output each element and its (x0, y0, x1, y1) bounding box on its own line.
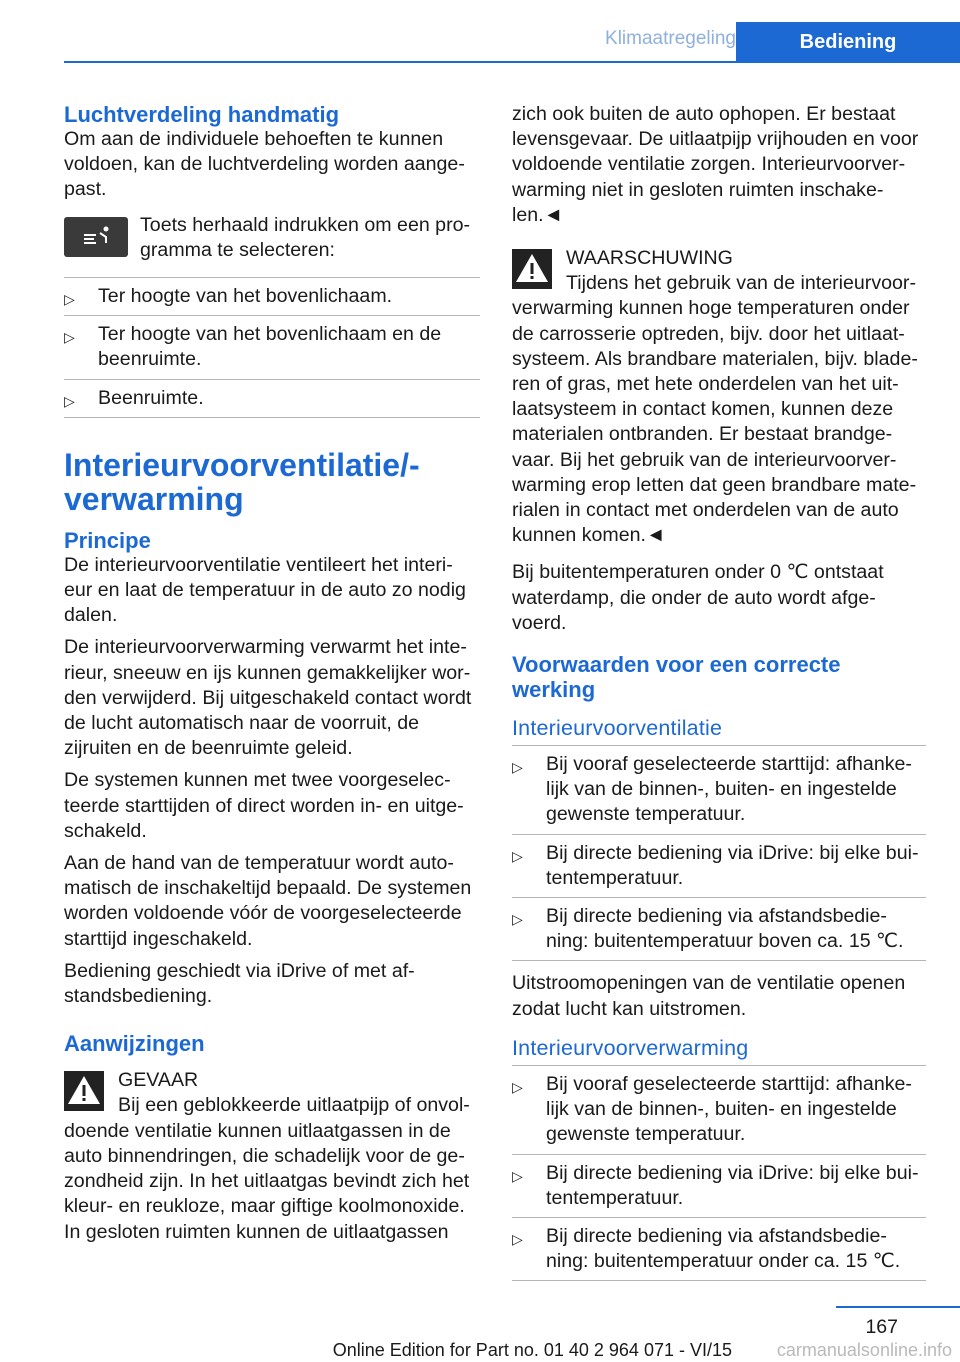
triangle-bullet-icon: ▷ (512, 1078, 523, 1095)
list-item: ▷ Ter hoogte van het bovenlichaam en de beenruimte. (64, 316, 480, 379)
page-number: 167 (865, 1316, 898, 1338)
header-section-tab: Klimaatregeling (605, 28, 736, 49)
paragraph: Bij buitentemperaturen onder 0 ℃ ontstaat waterdamp, die onder de auto wordt afge‐voerd. (512, 561, 884, 634)
air-distribution-list (64, 277, 480, 418)
ventilation-list (512, 745, 926, 961)
triangle-bullet-icon: ▷ (512, 1167, 523, 1184)
danger-note (64, 1068, 480, 1244)
triangle-bullet-icon: ▷ (512, 911, 523, 928)
triangle-bullet-icon: ▷ (64, 329, 75, 346)
section-title-principe: Principe (64, 527, 151, 553)
paragraph: De interieurvoorventilatie ventileert het interi‐eur en laat de temperatuur in de auto zo nodig dalen. (64, 553, 466, 627)
subsection-title-ventilatie: Interieurvoorventilatie (512, 716, 723, 741)
triangle-bullet-icon: ▷ (64, 291, 75, 308)
triangle-bullet-icon: ▷ (512, 1230, 523, 1247)
section-title-luchtverdeling: Luchtverdeling handmatig (64, 102, 340, 127)
air-distribution-button-icon (64, 217, 128, 257)
triangle-bullet-icon: ▷ (512, 759, 523, 776)
list-item: ▷ Bij directe bediening via iDrive: bij elke bui‐tentemperatuur. (512, 1155, 926, 1218)
button-note (64, 213, 480, 263)
warning-text: Tijdens het gebruik van de interieurvoor‐verwarming kunnen hoge temperaturen onder de carrosserie optreden, bijv. door het uitlaat‐systeem. Als brandbare materialen, bijv. blade‐ren of gras, met hete onderdelen van het uit‐laatsysteem in contact komen, kunnen deze materialen ontbranden. Er bestaat brandge‐vaar. Bij het gebruik van de interieurvoorver‐warming erop letten dat geen brandbare mate‐rialen in contact met onderdelen van de auto kunnen komen.◄ (512, 272, 918, 547)
heating-list (512, 1065, 926, 1281)
list-item: ▷ Bij vooraf geselecteerde starttijd: afhanke‐lijk van de binnen-, buiten- en ingestelde gewenste temperatuur. (512, 746, 926, 835)
triangle-bullet-icon: ▷ (512, 847, 523, 864)
left-column (64, 102, 480, 1253)
paragraph: zich ook buiten de auto ophopen. Er bestaat levensgevaar. De uitlaatpijp vrijhouden en voor voldoende ventilatie zorgen. Interieurvoorver‐warming niet in gesloten ruimten inschake‐len.◄ (512, 103, 919, 226)
header-rule (64, 61, 960, 63)
main-title: Interieurvoorventilatie/-verwarming (64, 446, 420, 517)
list-item: ▷ Bij directe bediening via iDrive: bij elke bui‐tentemperatuur. (512, 835, 926, 898)
list-item: ▷ Bij directe bediening via afstandsbedie‐ning: buitentemperatuur boven ca. 15 ℃. (512, 898, 926, 961)
list-item: ▷ Bij vooraf geselecteerde starttijd: afhanke‐lijk van de binnen-, buiten- en ingestelde gewenste temperatuur. (512, 1066, 926, 1155)
section-title-aanwijzingen: Aanwijzingen (64, 1031, 205, 1057)
paragraph: Uitstroomopeningen van de ventilatie openen zodat lucht kan uitstromen. (512, 972, 906, 1020)
paragraph: Bediening geschiedt via iDrive of met af‐standsbediening. (64, 959, 415, 1008)
edition-text: Online Edition for Part no. 01 40 2 964 071 - VI/15 (332, 1340, 732, 1360)
warning-label: WAARSCHUWING (566, 247, 733, 270)
footer-rule (836, 1306, 960, 1308)
list-item: ▷ Ter hoogte van het bovenlichaam. (64, 278, 480, 316)
paragraph: Om aan de individuele behoeften te kunnen voldoen, kan de luchtverdeling worden aange‐past. (64, 128, 465, 201)
list-item: ▷ Bij directe bediening via afstandsbedie‐ning: buitentemperatuur onder ca. 15 ℃. (512, 1218, 926, 1281)
danger-label: GEVAAR (118, 1069, 199, 1092)
page-header (0, 0, 960, 62)
watermark: carmanualsonline.info (776, 1340, 952, 1360)
triangle-bullet-icon: ▷ (64, 392, 75, 409)
right-column (512, 102, 926, 1291)
paragraph: De interieurvoorverwarming verwarmt het inte‐rieur, sneeuw en ijs kunnen gemakkelijker wor‐den verwijderd. Bij uitgeschakeld contact wordt de lucht automatisch naar de voorruit, de zijruiten en de beenruimte geleid. (64, 636, 472, 760)
button-note-text: Toets herhaald indrukken om een pro‐gramma te selecteren: (140, 213, 471, 261)
paragraph: Aan de hand van de temperatuur wordt auto‐matisch de inschakeltijd bepaald. De systemen worden voldoende vóór de voorgeselecteerde starttijd ingeschakeld. (64, 852, 472, 950)
list-item: ▷ Beenruimte. (64, 380, 480, 418)
danger-text: Bij een geblokkeerde uitlaatpijp of onvol‐doende ventilatie kunnen uitlaatgassen in de auto binnendringen, die schadelijk voor de ge‐zondheid zijn. In het uitlaatgas bevindt zich het kleur- en reukloze, maar giftige koolmonoxide. In gesloten ruimten kunnen de uitlaatgassen (64, 1094, 470, 1243)
warning-triangle-icon (64, 1071, 104, 1111)
section-title-voorwaarden: Voorwaarden voor een correcte werking (512, 652, 841, 703)
paragraph: De systemen kunnen met twee voorgeselec‐teerde starttijden of direct worden in- en uitge‐schakeld. (64, 769, 464, 842)
subsection-title-verwarming: Interieurvoorverwarming (512, 1035, 749, 1060)
warning-note (512, 246, 926, 548)
header-chapter-tab: Bediening (736, 22, 960, 62)
warning-triangle-icon (512, 249, 552, 289)
